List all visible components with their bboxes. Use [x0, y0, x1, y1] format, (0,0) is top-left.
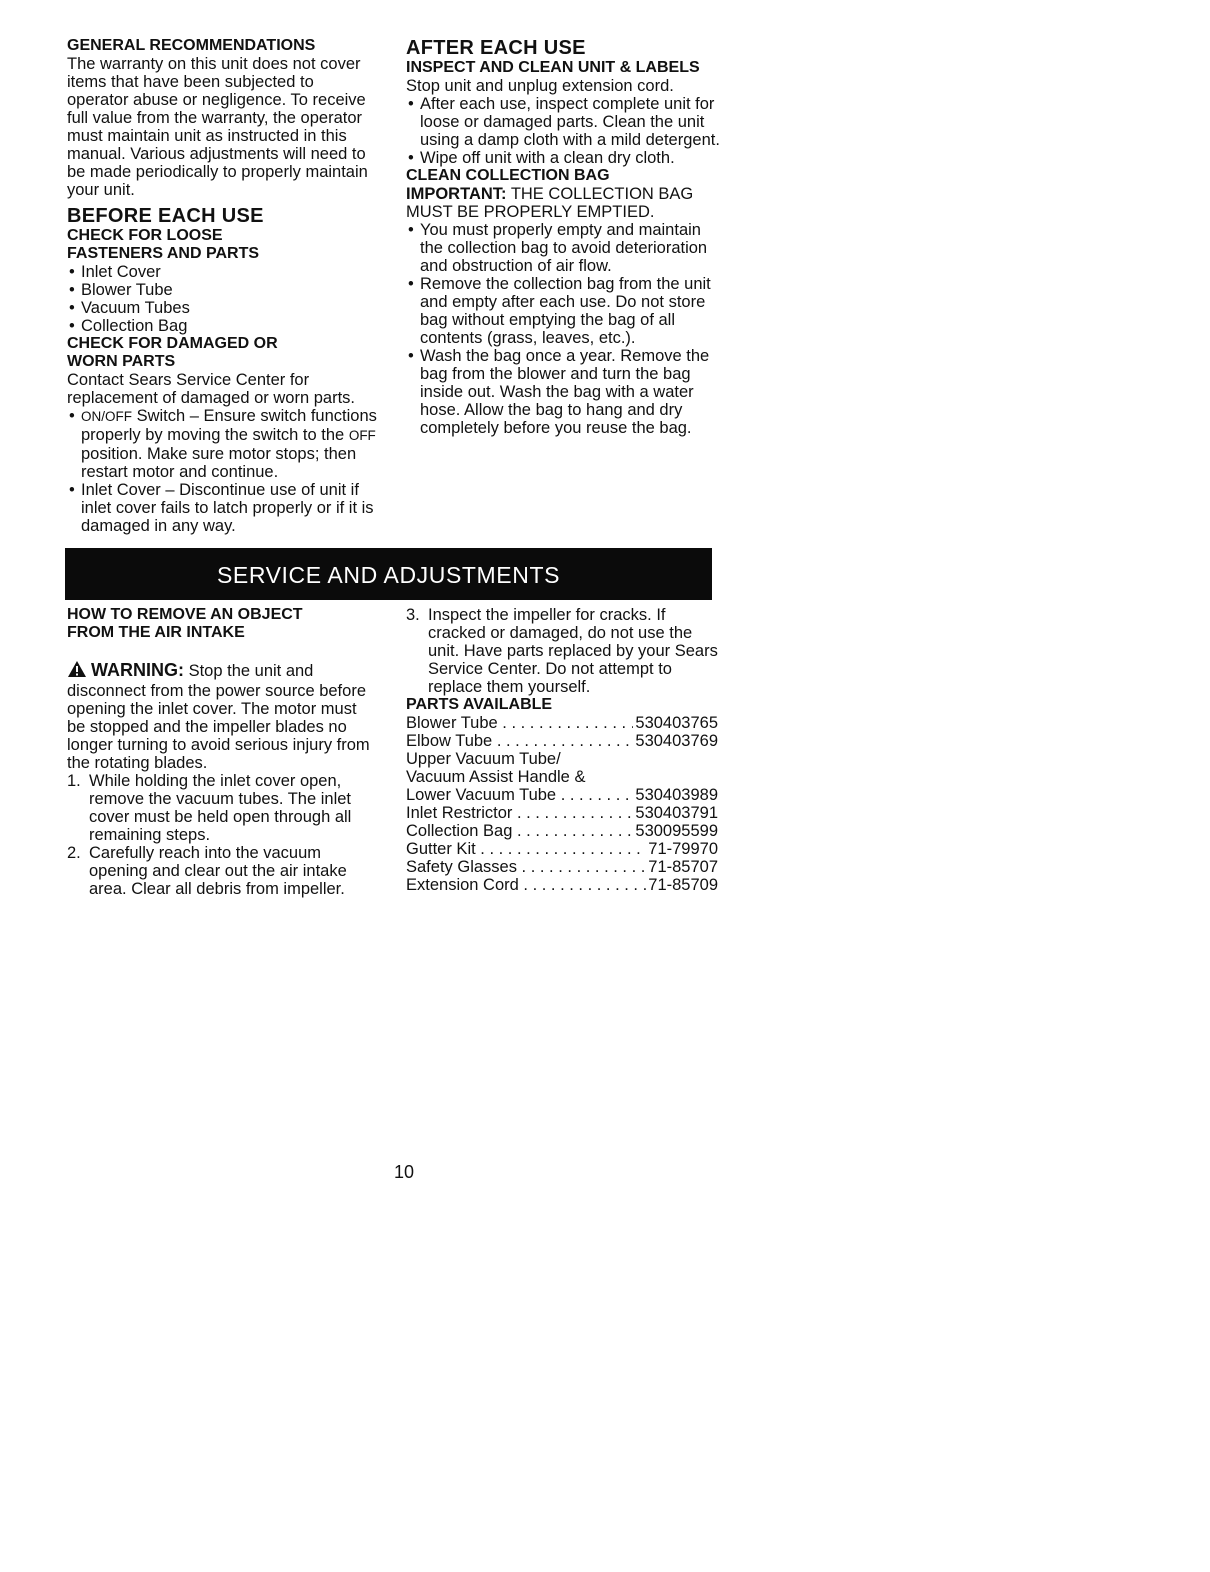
inspect-clean-text: Stop unit and unplug extension cord. — [406, 77, 674, 95]
part-number: 530095599 — [635, 822, 718, 840]
warning-label: WARNING: — [91, 660, 184, 680]
parts-row-label-only: Upper Vacuum Tube/ — [406, 750, 561, 768]
remove-object-heading-line2: FROM THE AIR INTAKE — [67, 624, 245, 641]
part-name: Gutter Kit . . . — [406, 840, 646, 858]
bag-care-list — [406, 221, 722, 437]
right-bottom-column — [406, 606, 718, 894]
list-item: • You must properly empty and maintain the collection bag to avoid deterioration and obstruction of air flow. — [406, 221, 722, 275]
damaged-parts-list — [67, 407, 379, 535]
part-number: 530403765 — [635, 714, 718, 732]
part-number: 530403989 — [635, 786, 718, 804]
list-item-switch — [67, 407, 379, 481]
service-adjustments-banner: SERVICE AND ADJUSTMENTS — [65, 548, 712, 600]
part-name: Extension Cord . . . — [406, 876, 646, 894]
parts-row — [406, 714, 718, 732]
part-number: 530403769 — [635, 732, 718, 750]
parts-row — [406, 876, 718, 894]
before-each-use-heading: BEFORE EACH USE — [67, 205, 264, 227]
switch-text-a: Switch – Ensure switch functions properly by moving the switch to the — [81, 407, 377, 444]
parts-list — [406, 714, 718, 894]
list-item: • Blower Tube — [67, 281, 379, 299]
part-number: 530403791 — [635, 804, 718, 822]
after-each-use-heading: AFTER EACH USE — [406, 37, 586, 59]
list-item: • Vacuum Tubes — [67, 299, 379, 317]
parts-row — [406, 858, 718, 876]
part-name: Blower Tube . . . — [406, 714, 633, 732]
inspect-impeller-step — [406, 606, 718, 696]
page-number: 10 — [394, 1162, 415, 1182]
parts-row — [406, 732, 718, 750]
left-bottom-column — [67, 606, 379, 898]
part-number: 71-79970 — [648, 840, 718, 858]
parts-row-label-only: Vacuum Assist Handle & — [406, 768, 586, 786]
parts-row — [406, 786, 718, 804]
step-text: Inspect the impeller for cracks. If cracked or damaged, do not use the unit. Have parts replaced by your Sears Service Center. Do not attempt to replace them yourself. — [428, 606, 718, 696]
important-label: IMPORTANT: — [406, 185, 507, 203]
step-text: Carefully reach into the vacuum opening and clear out the air intake area. Clear all debris from impeller. — [89, 844, 347, 898]
inspect-list — [406, 95, 722, 167]
loose-fasteners-heading-line2: FASTENERS AND PARTS — [67, 245, 260, 262]
part-name: Inlet Restrictor . . . — [406, 804, 633, 822]
important-note — [406, 185, 722, 221]
loose-parts-list — [67, 263, 379, 335]
parts-row — [406, 804, 718, 822]
parts-row — [406, 822, 718, 840]
parts-available-heading: PARTS AVAILABLE — [406, 696, 553, 713]
general-recommendations-text: The warranty on this unit does not cover items that have been subjected to operator abuse or negligence. To receive full value from the warranty, the operator must maintain unit as instructed in this manual. Various adjustments will need to be made periodically to properly maintain your unit. — [67, 55, 368, 199]
list-item: • After each use, inspect complete unit for loose or damaged parts. Clean the unit using a damp cloth with a mild detergent. — [406, 95, 722, 149]
warning-triangle-icon — [67, 660, 87, 682]
step-item — [406, 606, 718, 696]
list-item: • Collection Bag — [67, 317, 379, 335]
damaged-parts-heading-line1: CHECK FOR DAMAGED OR — [67, 335, 278, 352]
part-name: Safety Glasses . . . — [406, 858, 646, 876]
list-item: • Remove the collection bag from the unit and empty after each use. Do not store bag without emptying the bag of all contents (grass, leaves, etc.). — [406, 275, 722, 347]
switch-text-b: position. Make sure motor stops; then restart motor and continue. — [81, 445, 357, 481]
clean-collection-bag-heading: CLEAN COLLECTION BAG — [406, 167, 610, 184]
step-number: 2. — [67, 844, 81, 862]
part-name: Collection Bag . . . — [406, 822, 633, 840]
inspect-clean-heading: INSPECT AND CLEAN UNIT & LABELS — [406, 59, 700, 76]
general-recommendations-heading: GENERAL RECOMMENDATIONS — [67, 37, 316, 54]
list-item: • Inlet Cover — [67, 263, 379, 281]
part-name: Elbow Tube . . . — [406, 732, 633, 750]
right-top-column — [406, 37, 722, 437]
parts-row — [406, 840, 718, 858]
list-item: • Wipe off unit with a clean dry cloth. — [406, 149, 722, 167]
left-top-column — [67, 37, 379, 535]
list-item: • Wash the bag once a year. Remove the bag from the blower and turn the bag inside out. Wash the bag with a water hose. Allow the bag to hang and dry completely before you reuse the bag. — [406, 347, 722, 437]
switch-label: ON/OFF — [81, 409, 132, 424]
loose-fasteners-heading-line1: CHECK FOR LOOSE — [67, 227, 223, 244]
damaged-parts-heading-line2: WORN PARTS — [67, 353, 176, 370]
warning-paragraph — [67, 660, 379, 772]
part-number: 71-85709 — [648, 876, 718, 894]
warning-text: Stop the unit and disconnect from the power source before opening the inlet cover. The motor must be stopped and the impeller blades no longer turning to avoid serious injury from the rotating blades. — [67, 662, 370, 772]
step-item — [67, 772, 379, 844]
step-number: 3. — [406, 606, 420, 624]
step-item — [67, 844, 379, 898]
switch-off-label: OFF — [348, 428, 376, 443]
step-text: While holding the inlet cover open, remove the vacuum tubes. The inlet cover must be held open through all remaining steps. — [89, 772, 352, 844]
part-name: Lower Vacuum Tube . . . — [406, 786, 633, 804]
damaged-parts-text: Contact Sears Service Center for replacement of damaged or worn parts. — [67, 371, 355, 407]
list-item-inlet-cover: • Inlet Cover – Discontinue use of unit if inlet cover fails to latch properly or if it is damaged in any way. — [67, 481, 379, 535]
remove-object-heading-line1: HOW TO REMOVE AN OBJECT — [67, 606, 303, 623]
removal-steps — [67, 772, 379, 898]
important-text: THE COLLECTION BAG MUST BE PROPERLY EMPTIED. — [406, 185, 694, 221]
step-number: 1. — [67, 772, 81, 790]
part-number: 71-85707 — [648, 858, 718, 876]
